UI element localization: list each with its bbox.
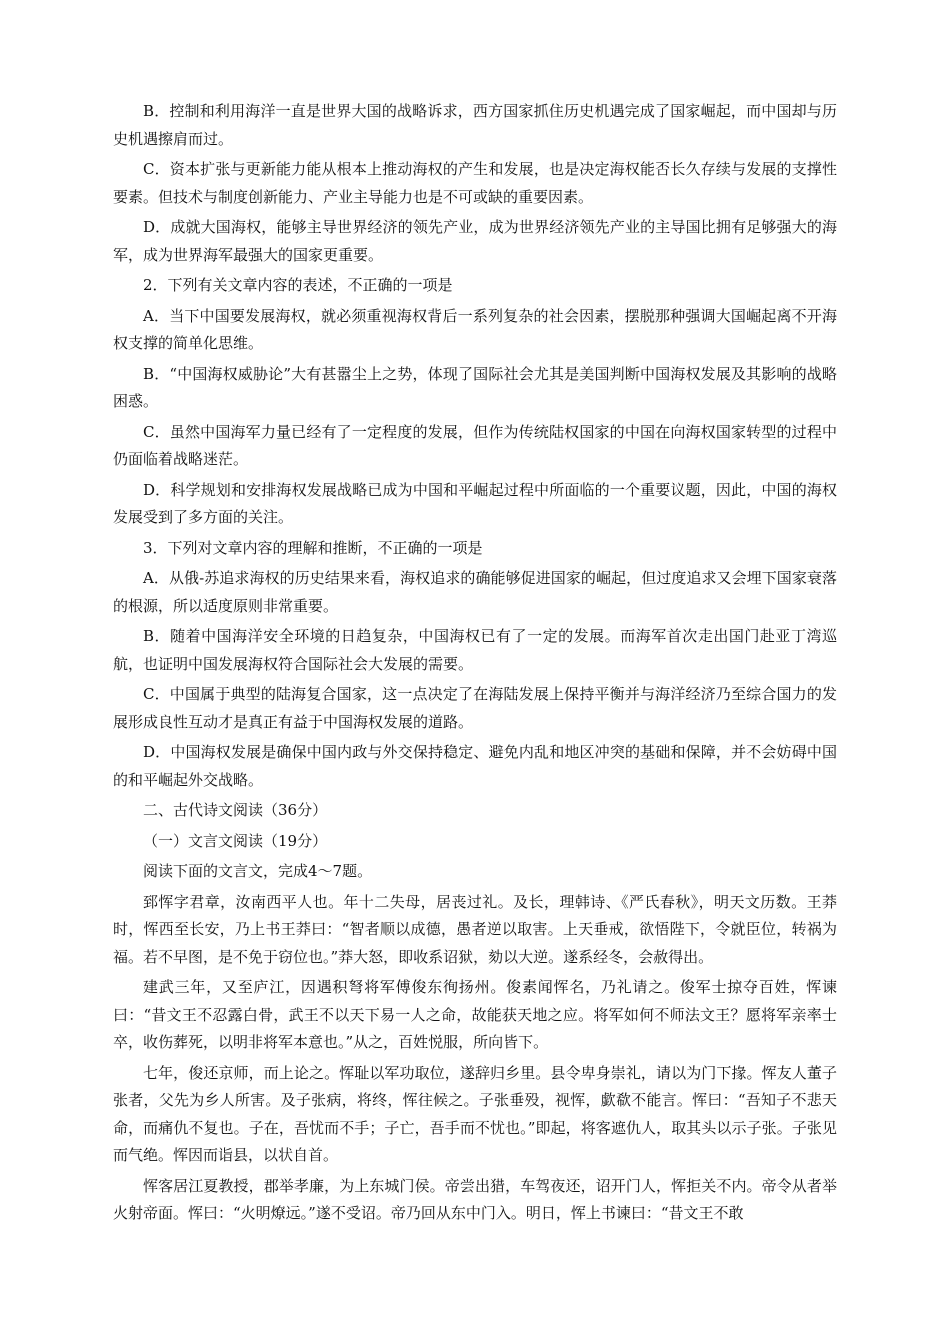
classical-text-paragraph: 郅恽字君章，汝南西平人也。年十二失母，居丧过礼。及长，理韩诗、《严氏春秋》，明天文历数。王莽时，恽西至长安，乃上书王莽曰：“智者顺以成德，愚者逆以取害。上天垂戒，欲悟陛下，令就臣位，转祸为福。若不早图，是不免于窃位也。”莽大怒，即收系诏狱，劾以大逆。遂系经冬，会赦得出。 <box>113 892 837 966</box>
option-c-paragraph: C．资本扩张与更新能力能从根本上推动海权的产生和发展，也是决定海权能否长久存续与发展的支撑性要素。但技术与制度创新能力、产业主导能力也是不可或缺的重要因素。 <box>113 160 837 206</box>
question-3-option-a: A．从俄-苏追求海权的历史结果来看，海权追求的确能够促进国家的崛起，但过度追求又会埋下国家衰落的根源，所以适度原则非常重要。 <box>113 569 837 615</box>
question-2-option-a: A．当下中国要发展海权，就必须重视海权背后一系列复杂的社会因素，摆脱那种强调大国崛起离不开海权支撑的简单化思维。 <box>113 306 837 352</box>
option-b-paragraph: B．控制和利用海洋一直是世界大国的战略诉求，西方国家抓住历史机遇完成了国家崛起，而中国却与历史机遇擦肩而过。 <box>113 102 837 148</box>
classical-text-paragraph: 恽客居江夏教授，郡举孝廉，为上东城门侯。帝尝出猎，车驾夜还，诏开门人，恽拒关不内。帝令从者举火射帝面。恽曰：“火明燎远。”遂不受诏。帝乃回从东中门入。明日，恽上书谏曰：“昔文王不敢 <box>113 1176 837 1222</box>
question-2-stem: 2．下列有关文章内容的表述，不正确的一项是 <box>143 276 453 294</box>
reading-instruction: 阅读下面的文言文，完成4～7题。 <box>143 862 373 880</box>
question-2-option-b: B．“中国海权威胁论”大有甚嚣尘上之势，体现了国际社会尤其是美国判断中国海权发展及其影响的战略困惑。 <box>113 364 837 410</box>
classical-text-paragraph: 七年，俊还京师，而上论之。恽耻以军功取位，遂辞归乡里。县令卑身崇礼，请以为门下掾。恽友人董子张者，父先为乡人所害。及子张病，将终，恽往候之。子张垂殁，视恽，歔欷不能言。恽曰：“吾知子不悲天命，而痛仇不复也。子在，吾忧而不手；子亡，吾手而不忧也。”即起，将客遮仇人，取其头以示子张。子张见而气绝。恽因而诣县，以状自首。 <box>113 1063 837 1164</box>
section-heading: 二、古代诗文阅读（36分） <box>143 801 328 819</box>
question-3-stem: 3．下列对文章内容的理解和推断，不正确的一项是 <box>143 538 483 557</box>
option-d-paragraph: D．成就大国海权，能够主导世界经济的领先产业，成为世界经济领先产业的主导国比拥有足够强大的海军，成为世界海军最强大的国家更重要。 <box>113 218 837 264</box>
subsection-heading: （一）文言文阅读（19分） <box>143 831 328 850</box>
document-page <box>113 98 837 1231</box>
question-2-option-c: C．虽然中国海军力量已经有了一定程度的发展，但作为传统陆权国家的中国在向海权国家转型的过程中仍面临着战略迷茫。 <box>113 422 837 468</box>
classical-text-paragraph: 建武三年，又至庐江，因遇积弩将军傅俊东徇扬州。俊素闻恽名，乃礼请之。俊军士掠夺百姓，恽谏曰：“昔文王不忍露白骨，武王不以天下易一人之命，故能获天地之应。将军如何不师法文王？愿将军亲率士卒，收伤葬死，以明非将军本意也。”从之，百姓悦服，所向皆下。 <box>113 978 837 1051</box>
question-3-option-b: B．随着中国海洋安全环境的日趋复杂，中国海权已有了一定的发展。而海军首次走出国门赴亚丁湾巡航，也证明中国发展海权符合国际社会大发展的需要。 <box>113 627 837 673</box>
question-3-option-d: D．中国海权发展是确保中国内政与外交保持稳定、避免内乱和地区冲突的基础和保障，并不会妨碍中国的和平崛起外交战略。 <box>113 743 837 789</box>
question-3-option-c: C．中国属于典型的陆海复合国家，这一点决定了在海陆发展上保持平衡并与海洋经济乃至综合国力的发展形成良性互动才是真正有益于中国海权发展的道路。 <box>113 685 837 731</box>
question-2-option-d: D．科学规划和安排海权发展战略已成为中国和平崛起过程中所面临的一个重要议题，因此，中国的海权发展受到了多方面的关注。 <box>113 480 837 526</box>
